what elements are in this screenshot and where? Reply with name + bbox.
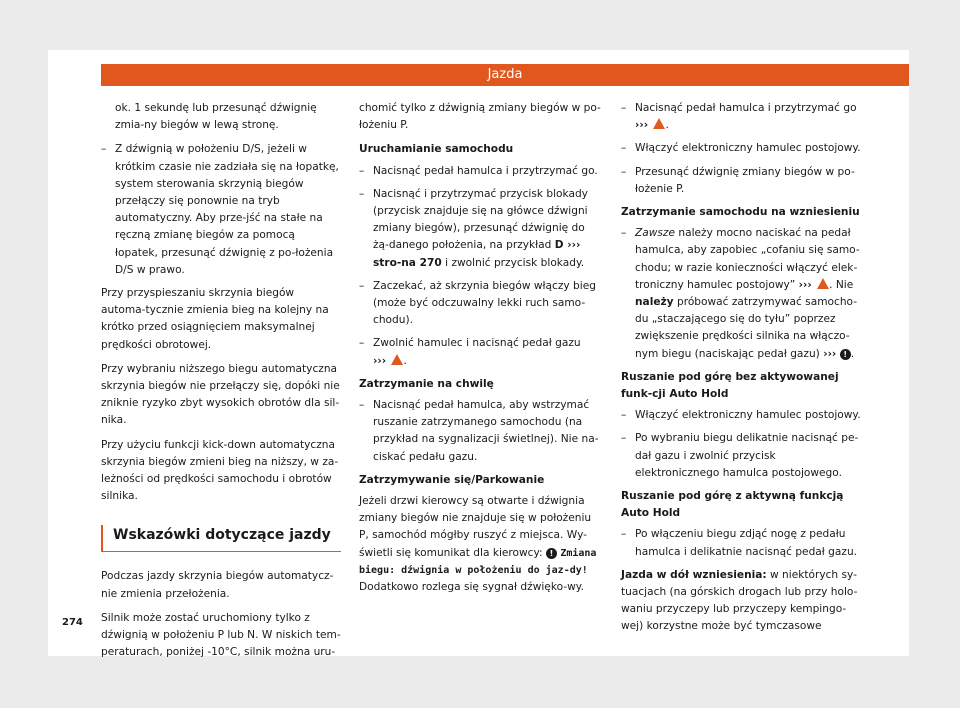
paragraph: Przy przyspieszaniu skrzynia biegów automa-tycznie zmienia bieg na kolejny na krótko przed osiągnięciem maksymalnej prędkości obrotowej. xyxy=(101,287,329,351)
column-3 xyxy=(621,100,861,643)
text: Nacisnąć pedał hamulca i przytrzymać go xyxy=(635,102,857,114)
paragraph: ok. 1 sekundę lub przesunąć dźwignię zmia-ny biegów w lewą stronę. xyxy=(115,102,317,132)
text: w niektórych sy-tuacjach (na górskich drogach lub przy holo-waniu przyczepy lub przyczepy kempingo-wej) korzystne może być tymczasowe xyxy=(621,568,858,633)
paragraph: Przy użyciu funkcji kick-down automatyczna skrzynia biegów zmieni bieg na niższy, w za-leżności od prędkości samochodu i obrotów silnika. xyxy=(101,438,339,503)
paragraph: Przy wybraniu niższego biegu automatyczna skrzynia biegów nie przełączy się, dopóki nie zniknie ryzyko zbyt wysokich obrotów dla sil-nika. xyxy=(101,362,340,427)
paragraph: Podczas jazdy skrzynia biegów automatycz-nie zmienia przełożenia. xyxy=(101,570,334,600)
paragraph: Silnik może zostać uruchomiony tylko z dźwignią w położeniu P lub N. W niskich tem-peraturach, poniżej -10°C, silnik można uru- xyxy=(101,611,341,659)
cross-reference-link[interactable]: ››› xyxy=(373,354,387,367)
list-item: – Zaczekać, aż skrzynia biegów włączy bieg (może być odczuwalny lekki ruch samo-chodu). xyxy=(359,278,601,330)
list-item: – Po włączeniu biegu zdjąć nogę z pedału hamulca i delikatnie nacisnąć pedał gazu. xyxy=(621,526,861,560)
text: Jazda w dół wzniesienia: xyxy=(621,568,767,581)
text: Jeżeli drzwi kierowcy są otwarte i dźwignia zmiany biegów nie znajduje się w położeniu P, samochód mógłby ruszyć z miejsca. Wy-świetli się komunikat dla kierowcy: xyxy=(359,495,592,559)
text: Zawsze xyxy=(635,227,676,240)
paragraph xyxy=(621,567,861,636)
info-icon: ! xyxy=(840,349,851,360)
text: próbować zatrzymywać samocho-du „staczającego się do tyłu” poprzez zwiększenie prędkości silnika na włączo-nym biegu (naciskając pedał gazu) xyxy=(635,296,858,360)
text: . Nie xyxy=(829,278,854,291)
text: Zwolnić hamulec i nacisnąć pedał gazu xyxy=(373,337,581,350)
warning-icon xyxy=(391,354,403,365)
list-item: – Zwolnić hamulec i nacisnąć pedał gazu ››› . xyxy=(359,335,601,369)
list-item xyxy=(359,186,601,272)
column-1 xyxy=(101,100,341,668)
info-icon: ! xyxy=(546,548,557,559)
list-item: – Przesunąć dźwignię zmiany biegów w po-łożenie P. xyxy=(621,164,861,198)
warning-icon xyxy=(817,278,829,289)
heading: Zatrzymanie samochodu na wzniesieniu xyxy=(621,206,860,219)
list-item: – Włączyć elektroniczny hamulec postojowy. xyxy=(621,407,861,424)
text: należy mocno naciskać na pedał hamulca, aby zapobiec „cofaniu się samo-chodu; w razie konieczności włączyć elek-troniczny hamulec postojowy” xyxy=(635,227,860,291)
cross-reference-link[interactable]: ››› xyxy=(823,347,837,360)
list-item: – Włączyć elektroniczny hamulec postojowy. xyxy=(621,140,861,157)
page-header: Jazda xyxy=(101,64,909,86)
list-item: – Nacisnąć pedał hamulca i przytrzymać go ››› . xyxy=(621,100,861,134)
heading: Zatrzymanie na chwilę xyxy=(359,377,494,390)
list-item: – Nacisnąć pedał hamulca i przytrzymać go. xyxy=(359,163,601,180)
text: należy xyxy=(635,296,674,309)
heading: Uruchamianie samochodu xyxy=(359,143,514,156)
text: Dodatkowo rozlega się sygnał dźwięko-wy. xyxy=(359,581,584,594)
page-number: 274 xyxy=(62,617,83,628)
warning-icon xyxy=(653,118,665,129)
heading: Zatrzymywanie się/Parkowanie xyxy=(359,473,545,486)
heading: Ruszanie pod górę z aktywną funkcją Auto Hold xyxy=(621,490,844,520)
list-item: – Zawsze należy mocno naciskać na pedał hamulca, aby zapobiec „cofaniu się samo-chodu; w razie konieczności włączyć elek-troniczny hamulec postojowy” ››› . Nie należy próbować zatrzymywać samocho-du „staczającego się do tyłu” poprzez zwiększenie prędkości silnika na włączo-nym biegu (naciskając pedał gazu) ››› ! . xyxy=(621,225,861,363)
column-2 xyxy=(359,100,601,603)
section-title: Wskazówki dotyczące jazdy xyxy=(101,525,341,552)
cross-reference-link[interactable]: D ››› stro-na 270 xyxy=(373,239,581,269)
list-item: – Nacisnąć pedał hamulca, aby wstrzymać ruszanie zatrzymanego samochodu (na przykład na sygnalizacji świetlnej). Nie na-ciskać pedału gazu. xyxy=(359,397,601,466)
heading: Ruszanie pod górę bez aktywowanej funk-cji Auto Hold xyxy=(621,370,839,401)
list-item: – Z dźwignią w położeniu D/S, jeżeli w krótkim czasie nie zadziała się na łopatkę, system sterowania skrzynią biegów przełączy się ponownie na tryb automatyczny. Aby prze-jść na stałe na ręczną zmianę biegów za pomocą łopatek, przesunąć dźwignię z po-łożenia D/S w prawo. xyxy=(101,141,341,279)
paragraph: chomić tylko z dźwignią zmiany biegów w po-łożeniu P. xyxy=(359,102,601,132)
list-item: – Po wybraniu biegu delikatnie nacisnąć pe-dał gazu i zwolnić przycisk elektronicznego hamulca postojowego. xyxy=(621,430,861,482)
cross-reference-link[interactable]: ››› xyxy=(635,119,649,132)
display-message: Zmiana biegu: dźwignia w położeniu do jaz-dy! xyxy=(359,547,597,576)
paragraph xyxy=(359,493,601,596)
cross-reference-link[interactable]: ››› xyxy=(798,278,812,291)
text: i zwolnić przycisk blokady. xyxy=(445,256,585,269)
text: Nacisnąć i przytrzymać przycisk blokady (przycisk znajduje się na główce dźwigni zmiany biegów), przesunąć dźwignię do żą-danego położenia, na przykład xyxy=(373,187,588,252)
